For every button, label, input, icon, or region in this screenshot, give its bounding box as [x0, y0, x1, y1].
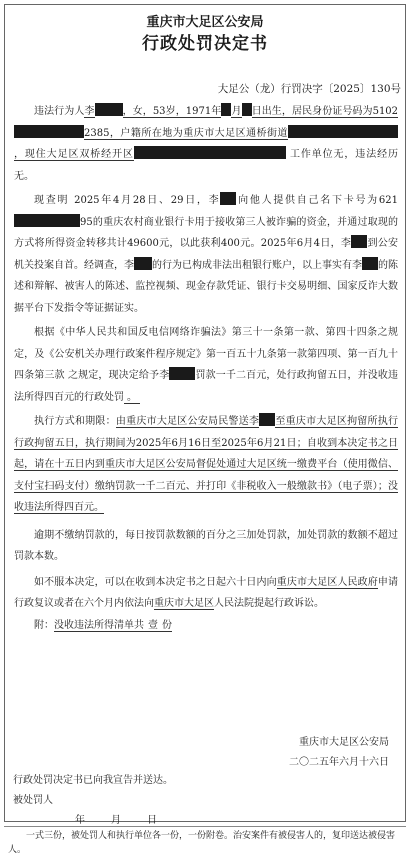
offender-paragraph: 违法行为人李 ，女，53岁，1971年 月 日出生，居民身份证号码为51022385，户籍所在地为重庆市大足区通桥街道，现住大足区双桥经开区 工作单位无，违法经历无。: [14, 101, 398, 187]
attachment-line: 附：没收违法所得清单共 壹 份: [34, 619, 172, 631]
redaction-block: [134, 146, 262, 159]
facts-paragraph: 现查明 2025年4月28日、29日，李 向他人提供自己名下卡号为62195的重庆农村商业银行卡用于接收第三人被诈骗的资金，并通过取现的方式将所得资金转移共计49600元，以此获利400元。2025年6月4日，李 到公安机关投案自首。经调查，李 的行为已构成非法出租银行账户，以上事实有李 的陈述和辩解、被害人的陈述、监控视频、现金存款凭证、银行卡交易明细、国家反诈大数据平台下发指令等证据证实。: [14, 190, 398, 319]
redaction-block: [169, 367, 195, 380]
signing-org: 重庆市大足区公安局: [299, 737, 389, 748]
document-title: 行政处罚决定书: [142, 34, 268, 54]
redaction-block: [221, 103, 231, 116]
redaction-block: [14, 125, 84, 138]
redaction-block: [242, 103, 252, 116]
redaction-block: [134, 257, 152, 270]
recipient-label: 被处罚人: [13, 795, 53, 806]
receipt-month: 月: [111, 815, 121, 826]
late-payment-paragraph: 逾期不缴纳罚款的，每日按罚款数额的百分之三加处罚款，加处罚款的数额不超过罚款本数。: [14, 529, 398, 562]
redaction-block: [351, 235, 367, 248]
document-page: [4, 4, 406, 826]
receipt-day: 日: [147, 815, 157, 826]
footer-divider: [4, 826, 406, 827]
issuing-org: 重庆市大足区公安局: [146, 15, 264, 30]
redaction-block: [14, 214, 80, 227]
redaction-block: [288, 125, 398, 138]
receipt-year: 年: [75, 815, 85, 826]
redaction-block: [262, 146, 286, 159]
redaction-block: [259, 413, 275, 426]
redaction-block: [362, 257, 378, 270]
redaction-block: [95, 103, 123, 116]
appeal-paragraph: 如不服本决定，可以在收到本决定书之日起六十日内向重庆市大足区人民政府申请行政复议或者在六个月内依法向重庆市大足区人民法院提起行政诉讼。: [14, 576, 399, 609]
distribution-note: 一式三份，被处罚人和执行单位各一份，一份附卷。治安案件有被侵害人的，复印送达被侵害人。: [8, 831, 396, 855]
document-number: 大足公（龙）行罚决字〔2025〕130号: [217, 83, 401, 95]
signing-date: 二〇二五年六月十六日: [289, 757, 389, 768]
redaction-block: [220, 192, 236, 205]
receipt-statement: 行政处罚决定书已向我宣告并送达。: [13, 775, 173, 786]
legal-basis-paragraph: 根据《中华人民共和国反电信网络诈骗法》第三十一条第一款、第四十四条之规定，及《公安机关办理行政案件程序规定》第一百五十九条第一款第四项、第一百九十四条第三款 之规定，现决定给予李 罚款一千二百元，处行政拘留五日，并没收违法所得四百元的行政处罚 。: [14, 327, 399, 403]
execution-paragraph: 执行方式和期限：由重庆市大足区公安局民警送李 至重庆市大足区拘留所执行行政拘留五日，执行期间为2025年6月16日至2025年6月21日；自收到本决定书之日起，请在十五日内到重庆市大足区公安局督促处通过大足区统一缴费平台（使用微信、支付宝扫码支付）缴纳罚款一千二百元、并打印《非税收入一般缴款书》（电子票）；没收违法所得四百元。: [14, 411, 398, 519]
document-body: [14, 101, 398, 636]
